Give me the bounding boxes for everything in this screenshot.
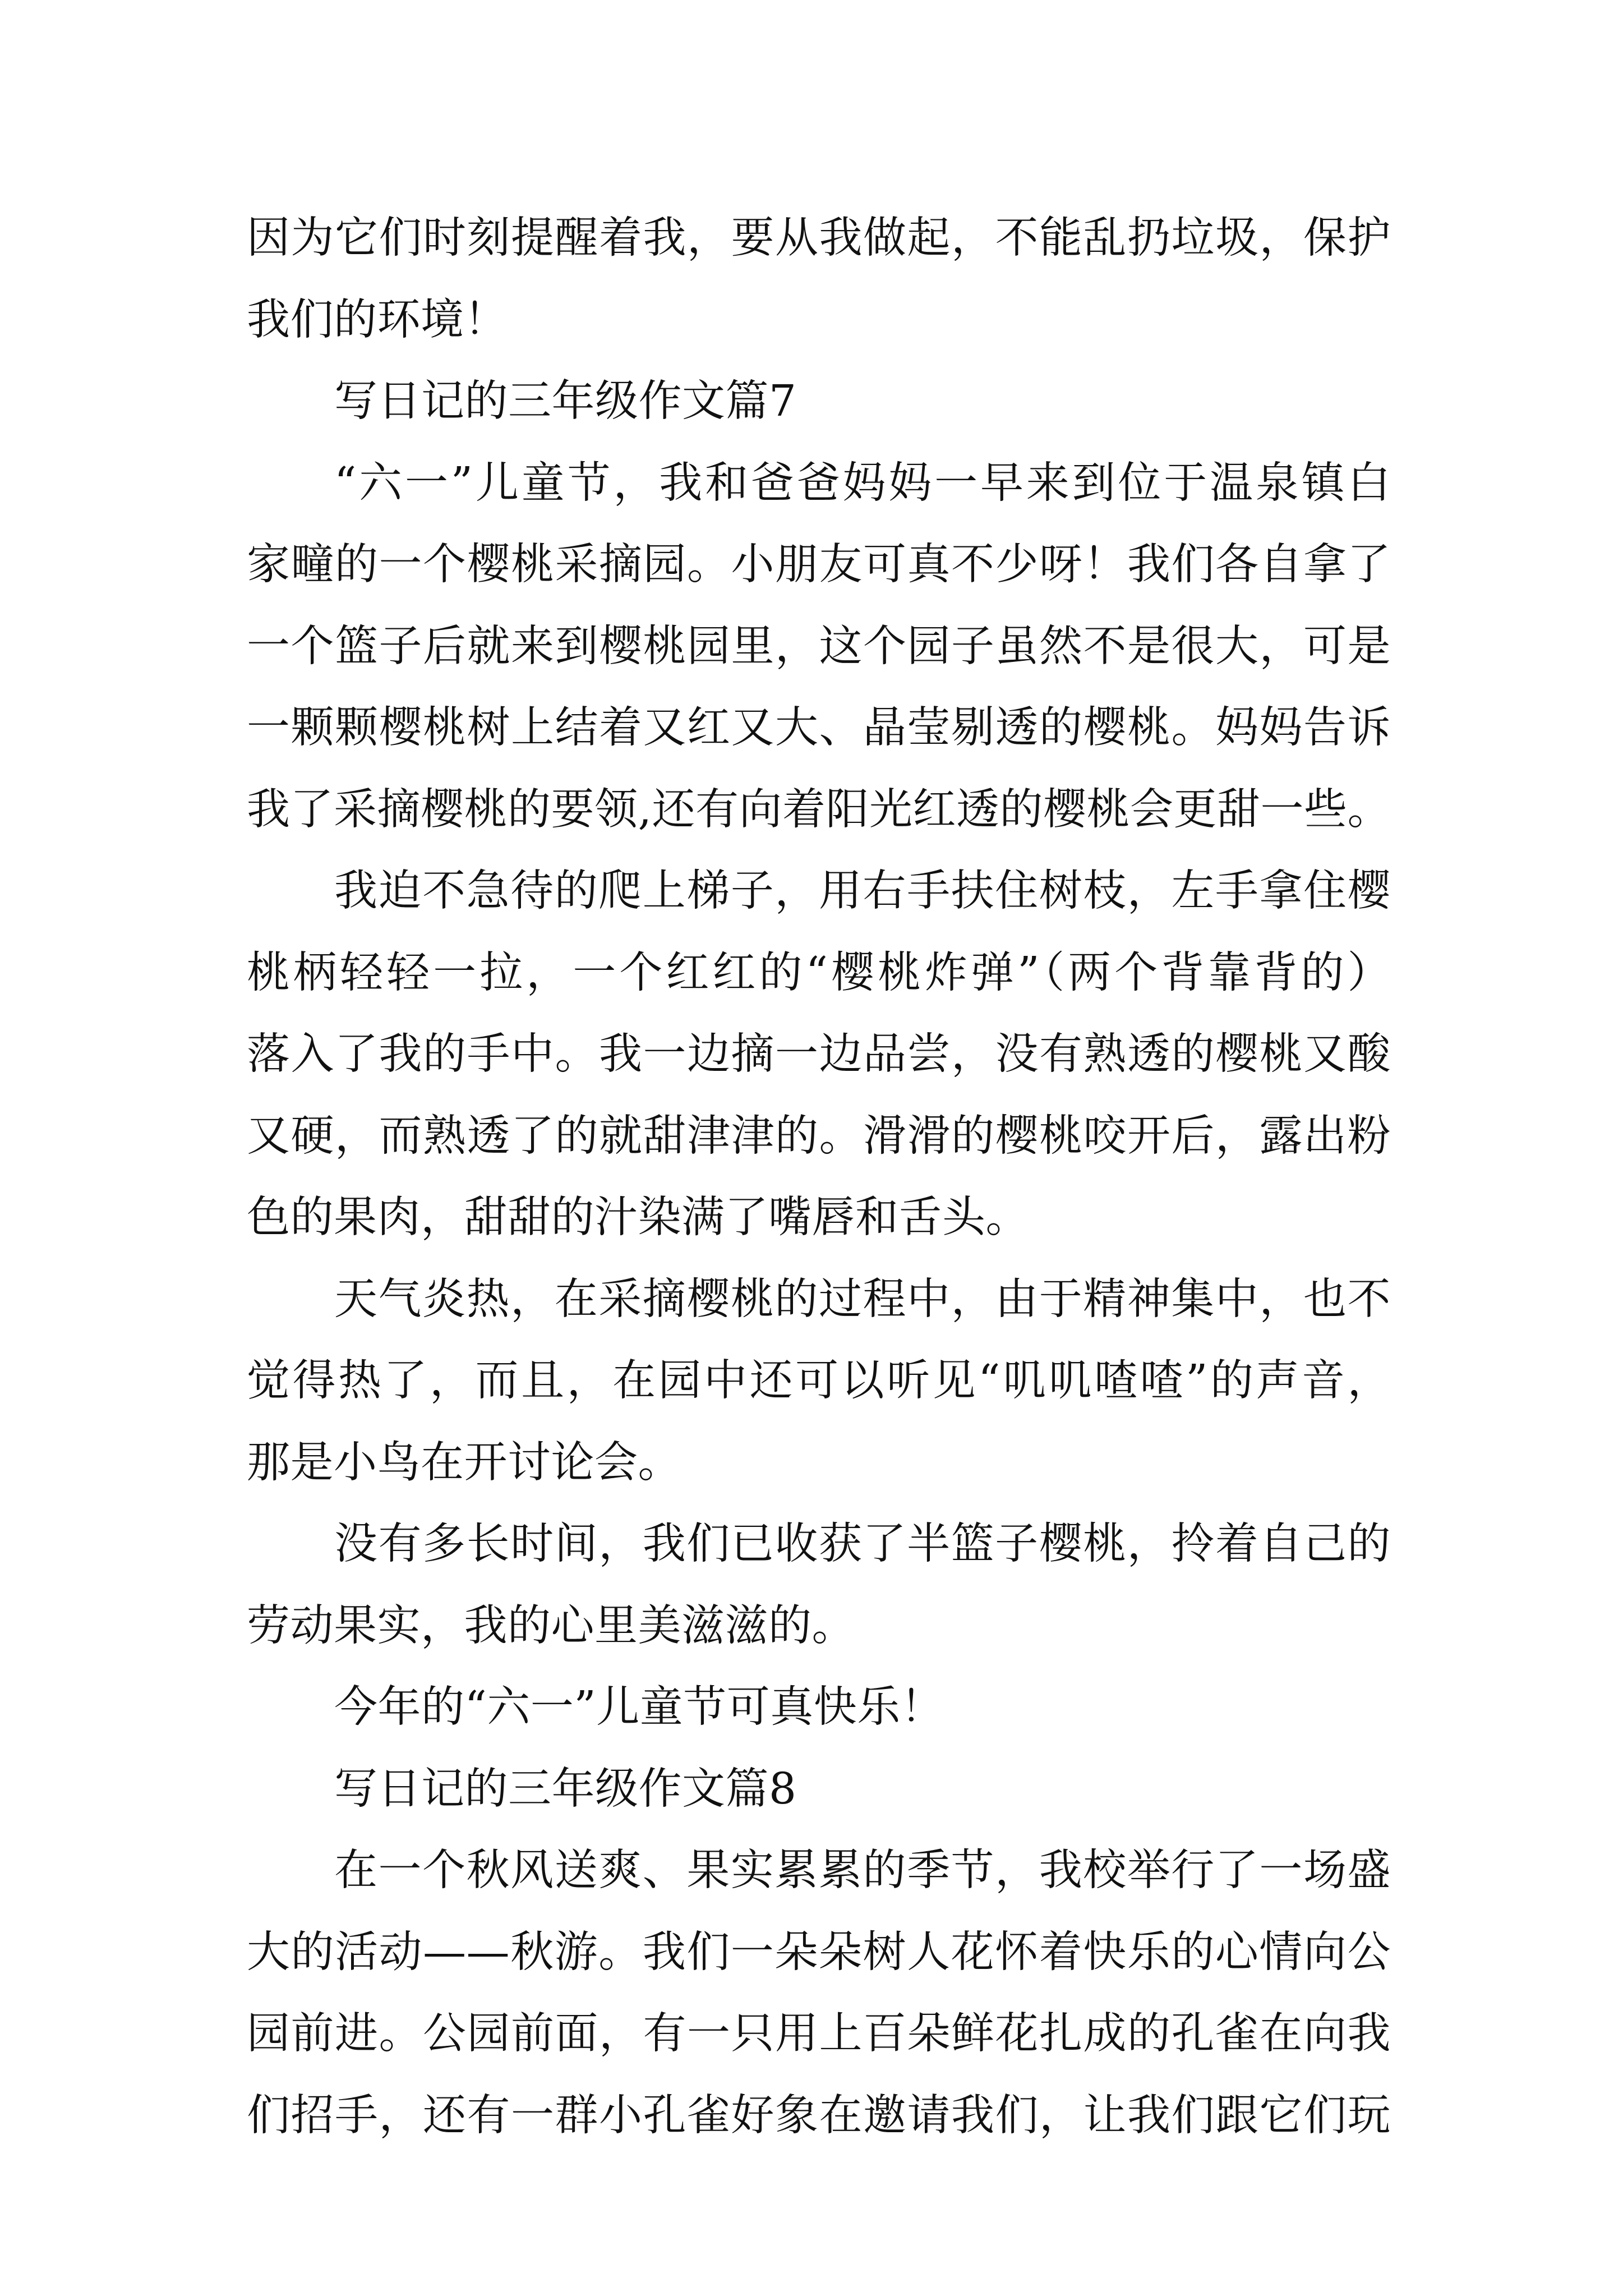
text-line: 园前进。公园前面，有一只用上百朵鲜花扎成的孔雀在向我 <box>247 2009 1391 2059</box>
text-line: 一个篮子后就来到樱桃园里，这个园子虽然不是很大，可是 <box>247 621 1391 671</box>
text-line: 家疃的一个樱桃采摘园。小朋友可真不少呀！我们各自拿了 <box>247 540 1391 590</box>
text-line: 在一个秋风送爽、果实累累的季节，我校举行了一场盛 <box>334 1846 1391 1895</box>
text-line: 今年的“六一”儿童节可真快乐！ <box>334 1682 944 1732</box>
section-heading: 写日记的三年级作文篇8 <box>334 1764 797 1814</box>
text-line: 没有多长时间，我们已收获了半篮子樱桃，拎着自己的 <box>334 1519 1391 1569</box>
text-line: 觉得热了，而且，在园中还可以听见“叽叽喳喳”的声音， <box>247 1356 1391 1406</box>
text-line: 落入了我的手中。我一边摘一边品尝，没有熟透的樱桃又酸 <box>247 1029 1391 1079</box>
text-line: 因为它们时刻提醒着我，要从我做起，不能乱扔垃圾，保护 <box>247 213 1391 263</box>
section-heading: 写日记的三年级作文篇7 <box>334 376 797 426</box>
text-line: “六一”儿童节，我和爸爸妈妈一早来到位于温泉镇白 <box>334 458 1391 508</box>
text-line: 桃柄轻轻一拉，一个红红的“樱桃炸弹”（两个背靠背的） <box>247 947 1391 998</box>
essay-text <box>247 197 1391 2156</box>
text-line: 天气炎热，在采摘樱桃的过程中，由于精神集中，也不 <box>334 1274 1391 1324</box>
text-line: 们招手，还有一群小孔雀好象在邀请我们，让我们跟它们玩 <box>247 2090 1391 2141</box>
text-line: 那是小鸟在开讨论会。 <box>247 1437 681 1488</box>
text-line: 大的活动——秋游。我们一朵朵树人花怀着快乐的心情向公 <box>247 1927 1391 1977</box>
text-line: 一颗颗樱桃树上结着又红又大、晶莹剔透的樱桃。妈妈告诉 <box>247 703 1391 753</box>
text-line: 劳动果实，我的心里美滋滋的。 <box>247 1600 855 1651</box>
text-line: 我迫不急待的爬上梯子，用右手扶住树枝，左手拿住樱 <box>334 866 1391 916</box>
text-line: 我了采摘樱桃的要领,还有向着阳光红透的樱桃会更甜一些。 <box>247 784 1391 835</box>
text-line: 又硬，而熟透了的就甜津津的。滑滑的樱桃咬开后，露出粉 <box>247 1111 1391 1161</box>
text-line: 我们的环境！ <box>247 295 508 345</box>
text-line: 色的果肉，甜甜的汁染满了嘴唇和舌头。 <box>247 1193 1029 1243</box>
